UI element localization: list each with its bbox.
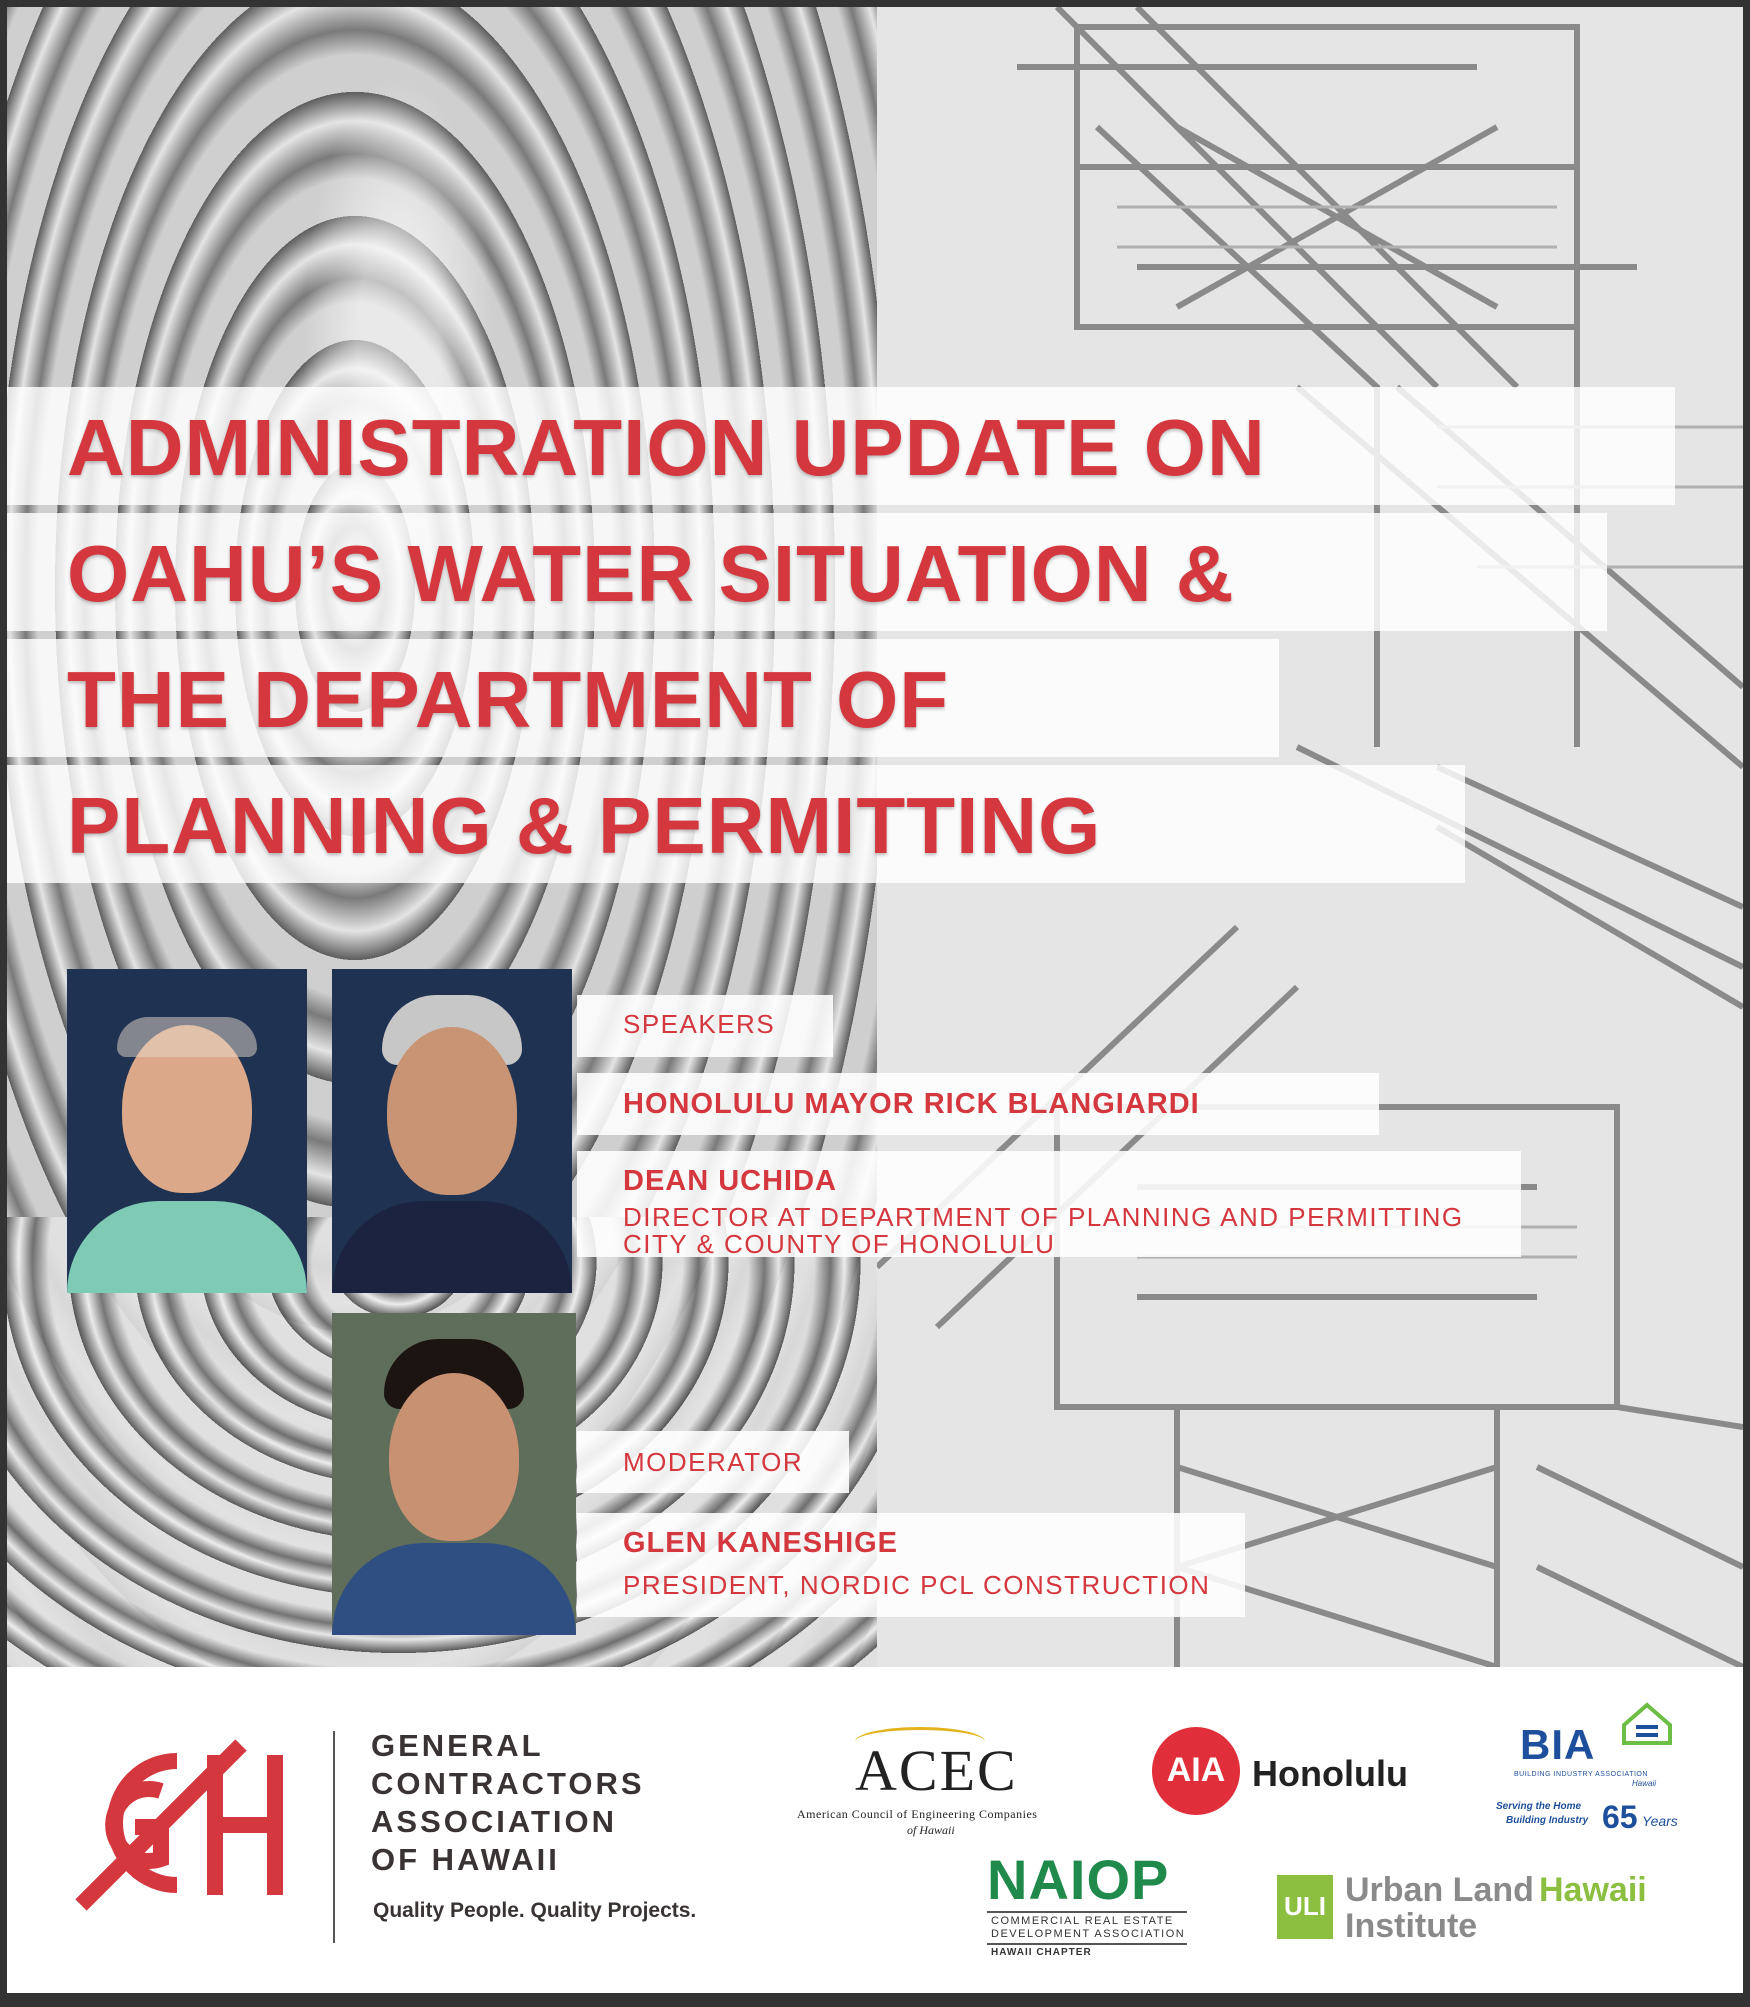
uli-logo	[1277, 1871, 1657, 1951]
gca-divider	[333, 1731, 335, 1943]
naiop-name: NAIOP	[987, 1848, 1170, 1911]
bia-years-word: Years	[1642, 1813, 1678, 1829]
director-face	[387, 1027, 517, 1195]
uli-line-2: Institute	[1345, 1907, 1478, 1945]
event-flyer	[7, 7, 1743, 1993]
naiop-rule-lower	[987, 1943, 1187, 1945]
naiop-rule	[987, 1911, 1187, 1913]
bia-name: BIA	[1520, 1721, 1596, 1768]
acec-name: ACEC	[855, 1738, 1018, 1803]
mayor-photo	[67, 969, 307, 1293]
bia-logo	[1492, 1701, 1722, 1841]
uli-line-1: Urban Land	[1345, 1871, 1534, 1909]
bia-years-number: 65	[1602, 1799, 1638, 1835]
naiop-logo	[987, 1848, 1207, 1961]
director-title-line-2: CITY & COUNTY OF HONOLULU	[623, 1229, 1056, 1259]
bia-serving-line-2: Building Industry	[1506, 1815, 1589, 1826]
gca-name-line-2: CONTRACTORS	[371, 1766, 645, 1801]
title-line-3: THE DEPARTMENT OF	[67, 655, 950, 744]
bia-serving-line-1: Serving the Home	[1496, 1801, 1582, 1812]
acec-logo	[797, 1727, 1077, 1847]
speakers-heading: SPEAKERS	[623, 1009, 776, 1039]
aia-logo	[1152, 1727, 1432, 1817]
gca-name-line-4: OF HAWAII	[371, 1842, 560, 1877]
aia-mark: AIA	[1166, 1751, 1226, 1789]
mayor-hair	[117, 1017, 257, 1057]
director-title-line-1: DIRECTOR AT DEPARTMENT OF PLANNING AND PERMITTING	[623, 1202, 1464, 1232]
moderator-heading: MODERATOR	[623, 1447, 804, 1477]
naiop-chapter: HAWAII CHAPTER	[991, 1947, 1092, 1958]
title-line-1: ADMINISTRATION UPDATE ON	[67, 403, 1266, 492]
gca-tagline: Quality People. Quality Projects.	[373, 1899, 697, 1922]
director-shirt	[332, 1201, 572, 1293]
title-line-4: PLANNING & PERMITTING	[67, 781, 1102, 870]
naiop-subtitle-line-1: COMMERCIAL REAL ESTATE	[991, 1915, 1174, 1927]
bia-house-icon	[1620, 1701, 1674, 1747]
title-line-2: OAHU’S WATER SITUATION &	[67, 529, 1235, 618]
moderator-name: GLEN KANESHIGE	[623, 1527, 899, 1559]
gca-name-line-1: GENERAL	[371, 1728, 544, 1763]
moderator-shirt	[332, 1543, 576, 1635]
gca-logo-mark	[65, 1735, 295, 1915]
naiop-subtitle-line-2: DEVELOPMENT ASSOCIATION	[991, 1928, 1186, 1940]
gca-name-line-3: ASSOCIATION	[371, 1804, 617, 1839]
aia-city: Honolulu	[1252, 1753, 1408, 1794]
bia-region: Hawaii	[1632, 1779, 1657, 1788]
mayor-name: HONOLULU MAYOR RICK BLANGIARDI	[623, 1088, 1200, 1120]
acec-subtitle: American Council of Engineering Companies	[797, 1807, 1038, 1821]
uli-region: Hawaii	[1539, 1871, 1647, 1909]
director-photo	[332, 969, 572, 1293]
director-name: DEAN UCHIDA	[623, 1165, 837, 1197]
uli-mark: ULI	[1284, 1891, 1326, 1921]
moderator-title: PRESIDENT, NORDIC PCL CONSTRUCTION	[623, 1570, 1211, 1600]
sponsor-footer	[7, 1667, 1743, 1993]
moderator-photo	[332, 1313, 576, 1635]
moderator-face	[389, 1373, 519, 1541]
bia-subtitle: BUILDING INDUSTRY ASSOCIATION	[1514, 1771, 1648, 1778]
acec-subtitle-region: of Hawaii	[907, 1823, 955, 1837]
mayor-shirt	[67, 1201, 307, 1293]
